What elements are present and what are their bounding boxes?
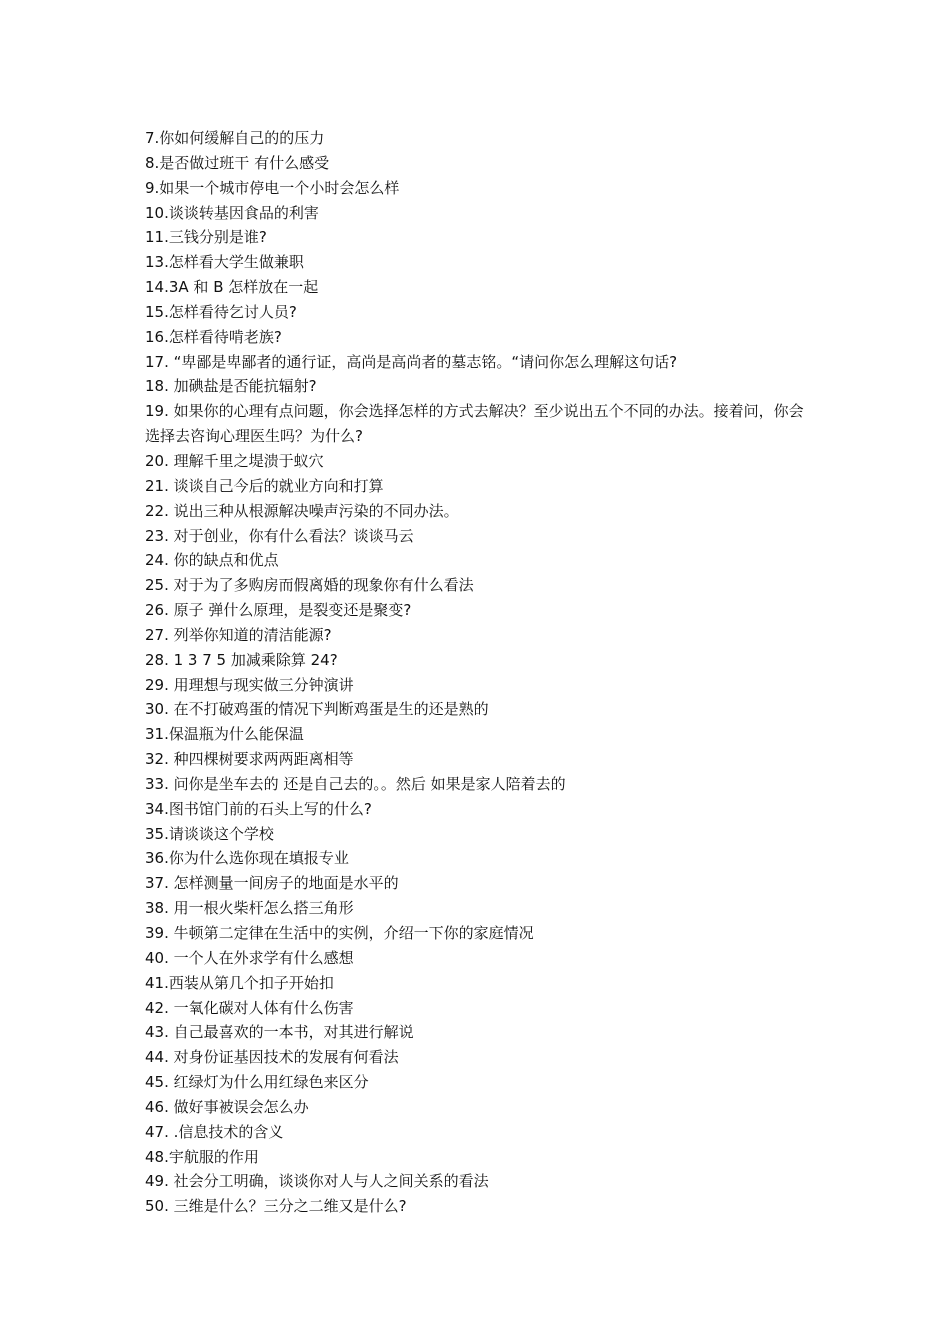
list-item: 17. “卑鄙是卑鄙者的通行证，高尚是高尚者的墓志铭。“请问你怎么理解这句话? (145, 352, 678, 371)
list-item: 11.三钱分别是谁? (145, 228, 267, 247)
list-item: 16.怎样看待啃老族? (145, 327, 282, 346)
list-item: 37. 怎样测量一间房子的地面是水平的 (145, 874, 399, 893)
list-item: 40. 一个人在外求学有什么感想 (145, 948, 354, 967)
list-item: 25. 对于为了多购房而假离婚的现象你有什么看法 (145, 576, 474, 595)
list-item: 44. 对身份证基因技术的发展有何看法 (145, 1048, 399, 1067)
list-item: 46. 做好事被误会怎么办 (145, 1097, 309, 1116)
list-item: 14.3A 和 B 怎样放在一起 (145, 278, 319, 297)
list-item: 23. 对于创业，你有什么看法？谈谈马云 (145, 526, 414, 545)
list-item: 29. 用理想与现实做三分钟演讲 (145, 675, 354, 694)
list-item: 39. 牛顿第二定律在生活中的实例，介绍一下你的家庭情况 (145, 924, 534, 942)
list-item: 21. 谈谈自己今后的就业方向和打算 (145, 476, 384, 495)
list-item: 31.保温瓶为什么能保温 (145, 725, 304, 744)
list-item: 10.谈谈转基因食品的利害 (145, 203, 319, 222)
list-item: 38. 用一根火柴杆怎么搭三角形 (145, 899, 354, 918)
list-item: 30. 在不打破鸡蛋的情况下判断鸡蛋是生的还是熟的 (145, 700, 489, 719)
list-item: 33. 问你是坐车去的 还是自己去的。。然后 如果是家人陪着去的 (145, 774, 566, 793)
list-item: 15.怎样看待乞讨人员? (145, 302, 297, 321)
list-item: 9.如果一个城市停电一个小时会怎么样 (145, 178, 400, 197)
list-item: 24. 你的缺点和优点 (145, 551, 279, 570)
list-item: 28. 1 3 7 5 加减乘除算 24? (145, 650, 338, 669)
list-item: 35.请谈谈这个学校 (145, 824, 274, 843)
list-item: 45. 红绿灯为什么用红绿色来区分 (145, 1073, 369, 1092)
question-list (145, 126, 810, 1219)
list-item: 19. 如果你的心理有点问题，你会选择怎样的方式去解决？至少说出五个不同的办法。接着问，你会选择去咨询心理医生吗？为什么? (145, 402, 804, 446)
list-item: 48.宇航服的作用 (145, 1147, 259, 1166)
list-item: 13.怎样看大学生做兼职 (145, 253, 304, 272)
list-item: 20. 理解千里之堤溃于蚁穴 (145, 451, 324, 470)
list-item: 18. 加碘盐是否能抗辐射? (145, 377, 317, 396)
list-item: 32. 种四棵树要求两两距离相等 (145, 750, 354, 769)
list-item: 49. 社会分工明确，谈谈你对人与人之间关系的看法 (145, 1172, 489, 1191)
list-item: 43. 自己最喜欢的一本书，对其进行解说 (145, 1023, 414, 1042)
list-item: 50. 三维是什么？三分之二维又是什么? (145, 1197, 407, 1216)
list-item: 34.图书馆门前的石头上写的什么? (145, 799, 372, 818)
list-item: 22. 说出三种从根源解决噪声污染的不同办法。 (145, 501, 459, 520)
list-item: 42. 一氧化碳对人体有什么伤害 (145, 998, 354, 1017)
list-item: 8.是否做过班干 有什么感受 (145, 153, 330, 172)
list-item: 36.你为什么选你现在填报专业 (145, 849, 349, 868)
list-item: 41.西装从第几个扣子开始扣 (145, 973, 334, 992)
list-item: 7.你如何缓解自己的的压力 (145, 129, 325, 147)
list-item: 27. 列举你知道的清洁能源? (145, 625, 332, 644)
list-item: 26. 原子 弹什么原理，是裂变还是聚变? (145, 601, 412, 620)
list-item: 47. .信息技术的含义 (145, 1122, 284, 1141)
